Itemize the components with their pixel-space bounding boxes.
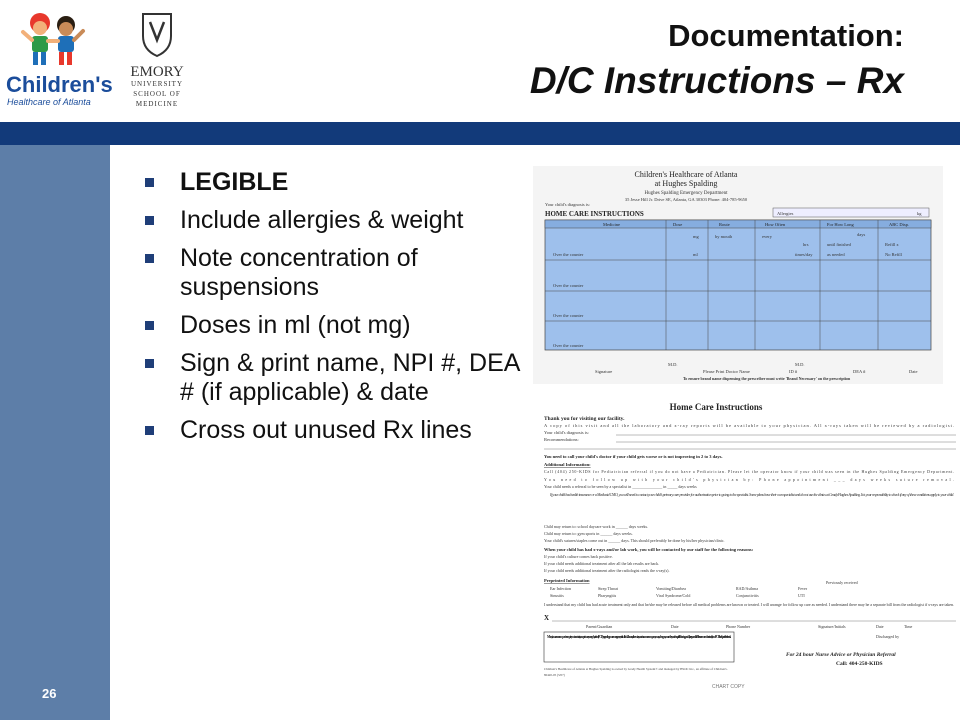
bullet-marker-icon [145, 321, 154, 330]
rx-long-option: days [857, 232, 866, 237]
hc-info-line: Your child's sutures/staples come out in ______ days. This should preferably be done by his/her physician/clinic. [544, 538, 725, 543]
rx-diagnosis-label: Your child's diagnosis is: [545, 202, 590, 207]
rx-weight-label: kg [917, 211, 922, 216]
rx-often-option: hrs [803, 242, 809, 247]
emory-logo-sub3: MEDICINE [135, 100, 179, 108]
hc-chart-copy: CHART COPY [712, 684, 745, 690]
hc-preprinted-item: UTI [798, 593, 805, 598]
hc-call-kids: Call: 404-250-KIDS [836, 661, 883, 667]
rx-address: 35 Jesse Hill Jr. Drive SE, Atlanta, GA 30303 Phone: 404-785-9650 [624, 197, 748, 202]
page-title-line1: Documentation: [668, 18, 904, 53]
rx-dose-unit: mg [693, 234, 699, 239]
hc-insurance-note: Many insurance companies require you to contact your primary care physician (PCP) regarding your emergency visit within 24 hours, otherwise your insurance company may deny payment for your hospital bill leaving you fully responsible. Please remember to call your PCP for all special referrals. [547, 635, 732, 639]
childrens-logo-text: Children's [6, 72, 113, 97]
rx-department: Hughes Spalding Emergency Department [644, 191, 728, 196]
rx-footer-print-name: Please Print Doctor Name [703, 369, 750, 374]
bullet-text: Include allergies & weight [180, 206, 464, 234]
bullet-item [145, 349, 525, 407]
hc-info-line: You need to follow up with your child's physician by: Phone appointment ___ days weeks suture removal. [544, 477, 955, 482]
rx-row-otc: Over the counter [553, 343, 584, 348]
hc-title: Home Care Instructions [669, 402, 763, 412]
hc-sign-label: Time [904, 624, 913, 629]
rx-route-option: by mouth [715, 234, 733, 239]
hc-sign-x: X [544, 614, 550, 622]
hc-intro: A copy of this visit and all the laboratory and x-ray reports will be available to your physician. All x-rays taken will be reviewed by a radiologist. [544, 423, 954, 428]
rx-disp-option: No Refill [885, 252, 902, 257]
rx-hospital-location: at Hughes Spalding [654, 179, 718, 188]
rx-long-option: as needed [827, 252, 845, 257]
hc-preprinted-item: Viral Syndrome/Cold [656, 593, 691, 598]
rx-row-otc: Over the counter [553, 313, 584, 318]
hc-preprinted-item: Previously received [826, 580, 858, 585]
left-sidebar [0, 145, 110, 720]
hc-thanks: Thank you for visiting our facility. [544, 416, 625, 422]
hc-preprinted-item: Fever [798, 586, 808, 591]
hc-understand: I understand that my child has had acute treatment only and that he/she may be released before all medical problems are known or treated. I will arrange for follow up care as needed. I understand there may be a separate bill from the radiologist if x-rays are taken. [544, 602, 954, 607]
hc-call-doctor: You need to call your child's doctor if your child gets worse or is not improving in 2 to 3 days. [544, 454, 723, 459]
hc-additional-info: Additional Information: [544, 462, 591, 467]
hc-info-line: Your child needs a referral to be seen by a specialist in _______________ in _____ days weeks [544, 484, 697, 489]
page-number: 26 [42, 686, 57, 701]
hc-sign-label: Date [876, 624, 884, 629]
rx-col-dose: Dose [673, 222, 683, 227]
home-care-form-image [536, 398, 960, 692]
emory-logo-sub2: SCHOOL OF [133, 90, 181, 98]
bullet-marker-icon [145, 426, 154, 435]
hc-preprinted-item: Ear Infection [550, 586, 571, 591]
rx-hospital-name: Children's Healthcare of Atlanta [634, 170, 738, 179]
emory-medicine-logo [126, 10, 188, 110]
rx-often-option: times/day [795, 252, 813, 257]
childrens-logo-subtext: Healthcare of Atlanta [7, 97, 91, 107]
bullet-marker-icon [145, 254, 154, 263]
hc-footer-note: Children's Healthcare of Atlanta at Hughes Spalding is owned by Grady Health System® and managed by HSOC Inc., an affiliate of Children's. [544, 667, 728, 671]
hc-lab-line: If your child needs additional treatment after all the lab results are back. [544, 561, 660, 566]
rx-footer-date: Date [909, 369, 918, 374]
hc-sign-label: Parent/Guardian [586, 624, 613, 629]
bullet-list [145, 168, 525, 454]
hc-sign-label: Signature/Initials [818, 624, 846, 629]
rx-col-route: Route [719, 222, 730, 227]
bullet-marker-icon [145, 359, 154, 368]
rx-disp-option: Refill x [885, 242, 899, 247]
hc-lab-line: If your child needs additional treatment after the radiologist reads the x-ray(s). [544, 568, 670, 573]
hc-nurse-advice: For 24 hour Nurse Advice or Physician Referral [786, 652, 896, 658]
hc-lab-notice: When your child has had x-rays and/or lab work, you will be contacted by our staff for the following reasons: [544, 547, 754, 552]
hc-info-line: If your child has health insurance or a Medicaid CMO, you will need to contact your child's primary care provider for authorization prior to going to the specialist. Some plans have their own specialist and do not use the clinics at Grady/Hughes Spalding. It is your responsibility to check if any of these conditions apply to your child. [550, 492, 954, 497]
bullet-item [145, 168, 525, 197]
rx-col-how-long: For How Long [827, 222, 854, 227]
childrens-healthcare-logo [6, 8, 116, 108]
rx-long-option: until finished [827, 242, 851, 247]
rx-md-label: M.D. [668, 362, 678, 367]
rx-dose-unit: ml [693, 252, 698, 257]
emory-logo-sub1: UNIVERSITY [131, 80, 183, 88]
rx-row-otc: Over the counter [553, 252, 584, 257]
rx-allergies-label: Allergies [777, 211, 794, 216]
rx-footer-id: ID # [789, 369, 798, 374]
bullet-marker-icon [145, 216, 154, 225]
emory-logo-text: EMORY [130, 64, 184, 80]
hc-form-no: 80420-05 (5/07) [544, 673, 565, 677]
hc-discharged-by: Discharged by [876, 634, 900, 639]
rx-row-otc: Over the counter [553, 283, 584, 288]
hc-preprinted-item: Sinusitis [550, 593, 564, 598]
bullet-item [145, 311, 525, 340]
hc-preprinted-item: Conjunctivitis [736, 593, 759, 598]
bullet-text: Cross out unused Rx lines [180, 416, 472, 444]
rx-col-disp: ABC Disp. [889, 222, 910, 227]
bullet-text: LEGIBLE [180, 168, 289, 196]
hc-preprinted: Preprinted Information [544, 578, 590, 583]
hc-preprinted-item: Pharyngitis [598, 593, 617, 598]
bullet-text: Doses in ml (not mg) [180, 311, 411, 339]
bullet-text: Sign & print name, NPI #, DEA # (if applicable) & date [180, 349, 520, 406]
rx-form-image [533, 166, 943, 384]
hc-recommendations: Recommendations: [544, 437, 579, 442]
hc-info-line: Child may return to: school daycare work in ______ days weeks. [544, 524, 649, 529]
page-title-line2: D/C Instructions – Rx [529, 60, 904, 101]
hc-info-line: Child may return to: gym sports in ______ days weeks. [544, 531, 633, 536]
hc-sign-label: Phone Number [726, 624, 751, 629]
rx-footer-dea: DEA # [853, 369, 866, 374]
bullet-marker-icon [145, 178, 154, 187]
rx-col-medicine: Medicine [603, 222, 620, 227]
hc-preprinted-item: Strep Throat [598, 586, 619, 591]
rx-brand-note: To ensure brand name dispensing the prescriber must write 'Brand Necessary' on the prescription [683, 376, 851, 381]
bullet-item [145, 206, 525, 235]
rx-often-option: every [762, 234, 772, 239]
bullet-item [145, 244, 525, 302]
hc-preprinted-item: Vomiting/Diarrhea [656, 586, 686, 591]
rx-md-label: M.D. [795, 362, 805, 367]
bullet-text: Note concentration of suspensions [180, 244, 418, 301]
hc-info-line: Call (404) 250-KIDS for Pediatrician referral if you do not have a Pediatrician. Please let the operator know if your child was seen in the Hughes Spalding Emergency Department. [544, 469, 954, 474]
hc-lab-line: If your child's culture comes back positive. [544, 554, 613, 559]
hc-sign-label: Date [671, 624, 679, 629]
header-divider-bar [0, 122, 960, 145]
rx-footer-signature: Signature [595, 369, 613, 374]
bullet-item [145, 416, 525, 445]
hc-diagnosis: Your child's diagnosis is: [544, 430, 589, 435]
rx-col-how-often: How Often [765, 222, 786, 227]
rx-section-title: HOME CARE INSTRUCTIONS [545, 210, 644, 218]
hc-preprinted-item: RAD/Asthma [736, 586, 758, 591]
